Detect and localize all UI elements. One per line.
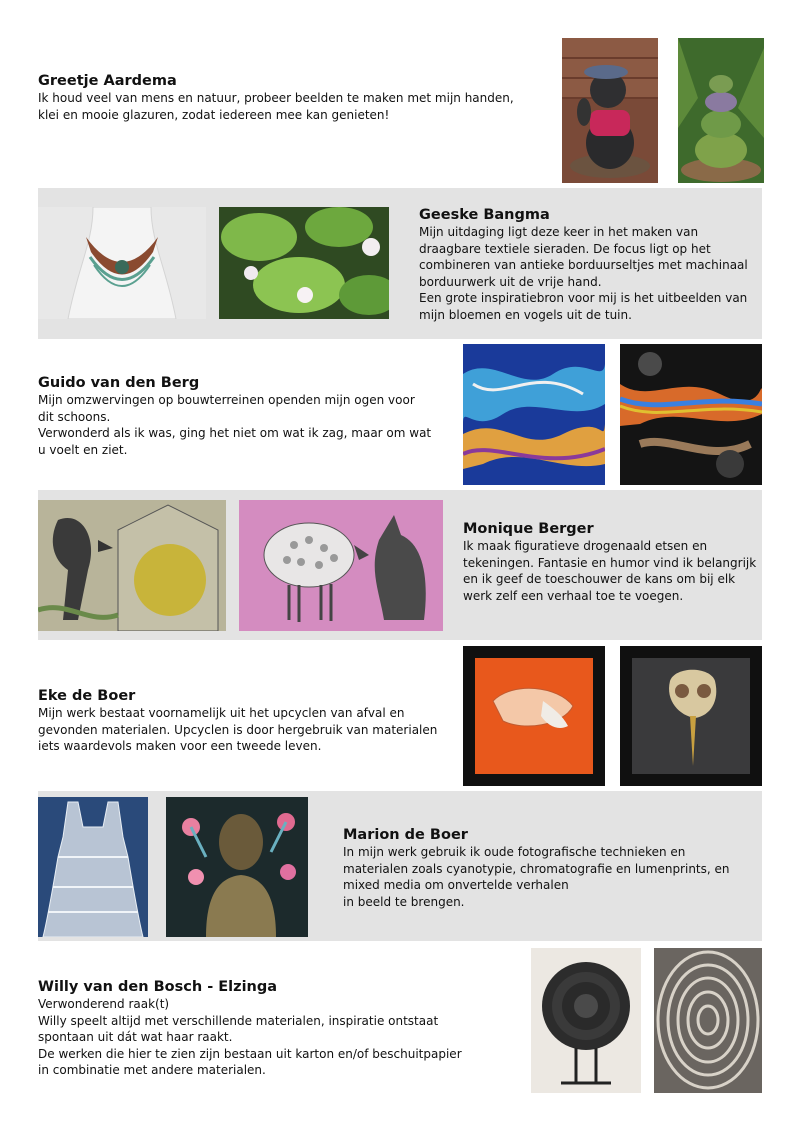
ceramic-stack-artwork bbox=[678, 38, 764, 183]
artist-name: Greetje Aardema bbox=[38, 73, 177, 89]
framed-shell-orange-artwork bbox=[463, 646, 605, 786]
artist-bio: Mijn uitdaging ligt deze keer in het maken van draagbare textiele sieraden. De focus ligt op het combineren van antieke borduurseltjes met machinaal borduurwerk uit de vrije hand. Een grote inspiratiebron voor mij is het uitbeelden van mijn bloemen en vogels uit de tuin. bbox=[419, 225, 748, 322]
etching-sheep-wolf-artwork bbox=[239, 500, 443, 631]
artist-bio: In mijn werk gebruik ik oude fotografische technieken en materialen zoals cyanotypie, chromatografie en lumenprints, en mixed media om onvertelde verhalen in beeld te brengen. bbox=[343, 845, 730, 909]
etching-bird-apple-artwork bbox=[38, 500, 226, 631]
cardboard-disc-sculpture-artwork bbox=[531, 948, 641, 1093]
cyanotype-dress-artwork bbox=[38, 797, 148, 937]
ceramic-figure-artwork bbox=[562, 38, 658, 183]
artist-name: Eke de Boer bbox=[38, 688, 136, 704]
artist-section-aardema bbox=[38, 72, 528, 123]
artist-section-mariondeboer bbox=[343, 826, 761, 910]
artist-section-berger bbox=[463, 520, 763, 604]
artist-name: Monique Berger bbox=[463, 521, 594, 537]
artist-name: Guido van den Berg bbox=[38, 375, 200, 391]
artist-bio: Ik houd veel van mens en natuur, probeer beelden te maken met mijn handen, klei en mooie glazuren, zodat iedereen mee kan genieten! bbox=[38, 91, 514, 122]
artist-bio: Ik maak figuratieve drogenaald etsen en tekeningen. Fantasie en humor vind ik belangrijk en ik geef de toeschouwer de kans om bij elk werk zelf een verhaal toe te voegen. bbox=[463, 539, 757, 603]
artist-name: Marion de Boer bbox=[343, 827, 468, 843]
waterlily-embroidery-artwork bbox=[219, 207, 389, 319]
mixed-media-figure-artwork bbox=[166, 797, 308, 937]
abstract-photo-rainbow-artwork bbox=[620, 344, 762, 485]
cardboard-spiral-artwork bbox=[654, 948, 762, 1093]
artist-section-bangma bbox=[419, 206, 759, 323]
abstract-photo-blue-artwork bbox=[463, 344, 605, 485]
framed-bird-skull-artwork bbox=[620, 646, 762, 786]
artist-name: Willy van den Bosch - Elzinga bbox=[38, 979, 278, 995]
artist-name: Geeske Bangma bbox=[419, 207, 550, 223]
artist-bio: Verwonderend raak(t) Willy speelt altijd met verschillende materialen, inspiratie ontstaat spontaan uit dát wat haar raakt. De werken die hier te zien zijn bestaan uit karton en/of beschuitpapier in combinatie met andere materialen. bbox=[38, 997, 462, 1077]
artist-bio: Mijn omzwervingen op bouwterreinen openden mijn ogen voor dit schoons. Verwonderd als ik was, ging het niet om wat ik zag, maar om wat u voelt en ziet. bbox=[38, 393, 432, 457]
artist-section-ekedeboer bbox=[38, 687, 448, 755]
artist-bio: Mijn werk bestaat voornamelijk uit het upcyclen van afval en gevonden materialen. Upcyclen is door hergebruik van materialen iets waardevols maken voor een tweede leven. bbox=[38, 706, 438, 753]
artist-section-vandenberg bbox=[38, 374, 448, 458]
artist-section-vandenbosch bbox=[38, 978, 498, 1079]
textile-necklace-artwork bbox=[38, 207, 206, 319]
